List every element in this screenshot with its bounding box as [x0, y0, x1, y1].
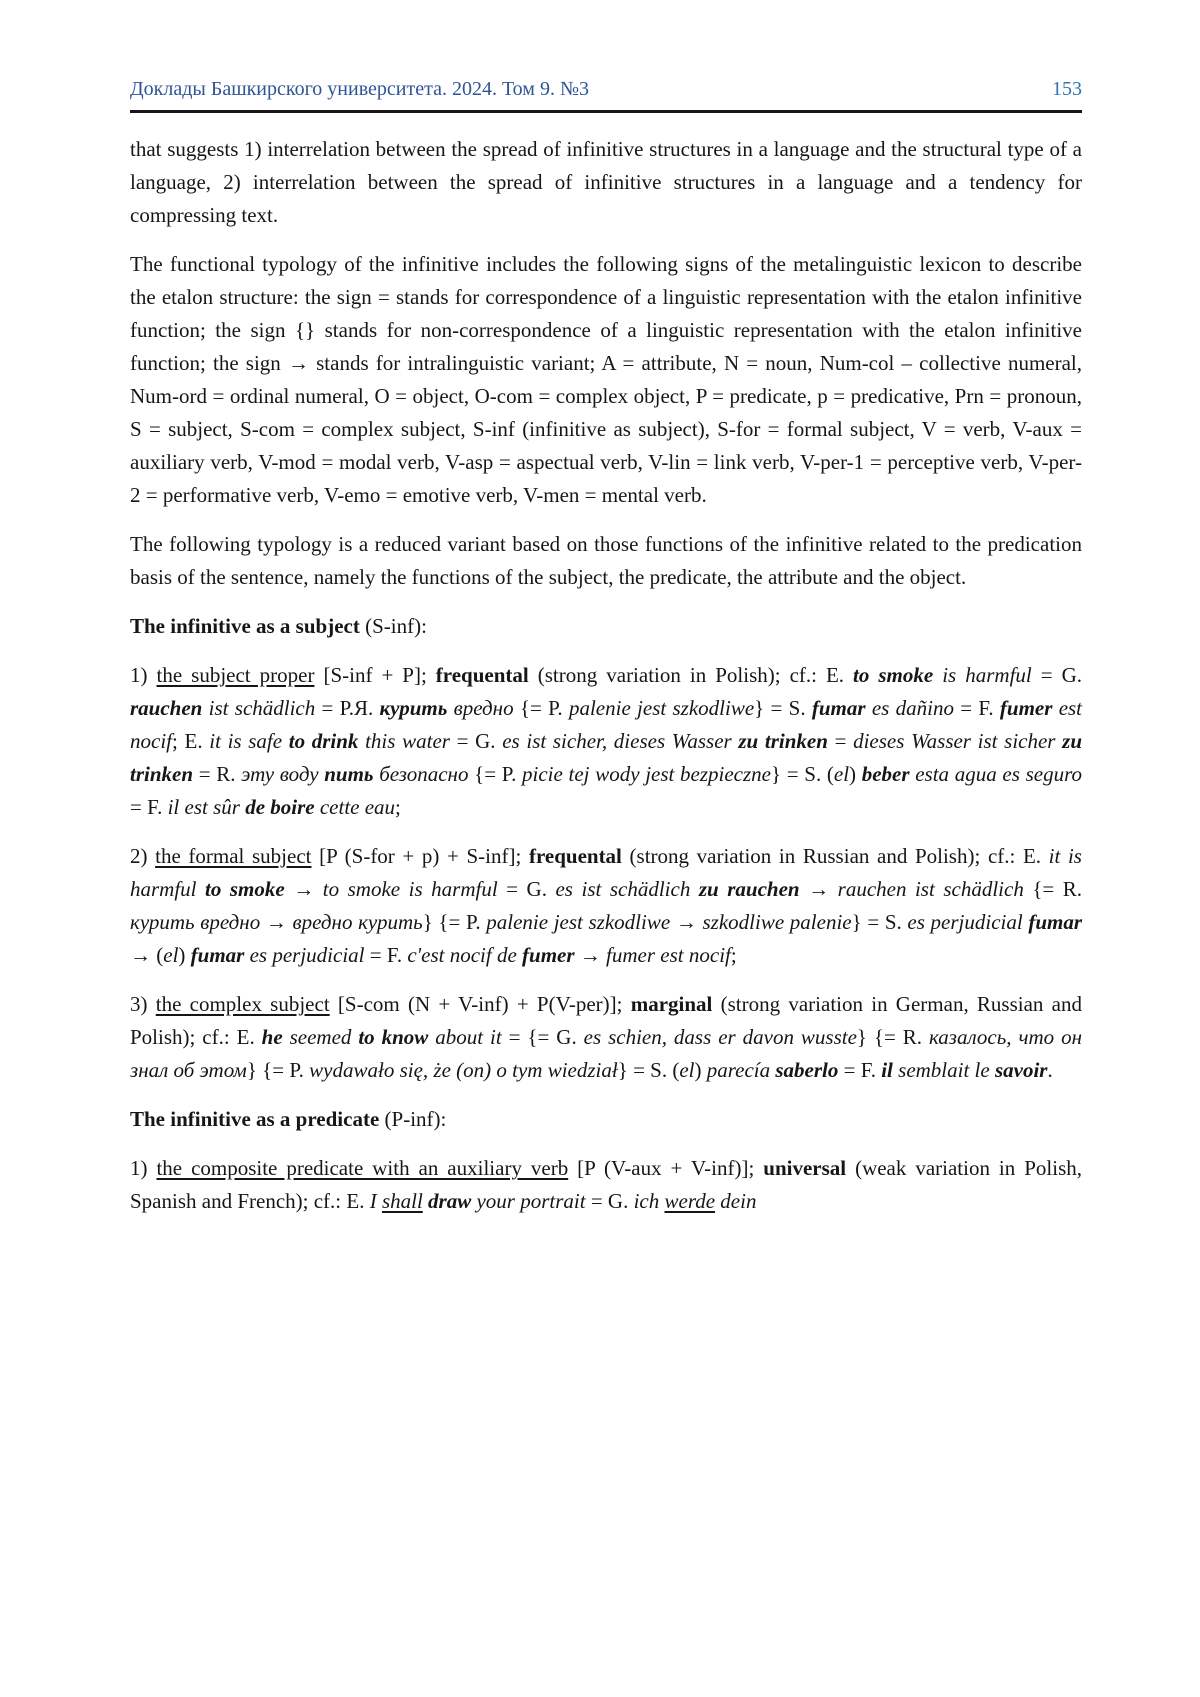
- section-heading-infinitive-as-predicate: The infinitive as a predicate (P-inf):: [130, 1107, 447, 1131]
- page-number: 153: [1052, 78, 1082, 100]
- paragraph-intro: that suggests 1) interrelation between the spread of infinitive structures in a language and the structural type of a language, 2) interrelation between the spread of infinitive structures in a language and a tendency for compressing text.: [130, 137, 1082, 227]
- paragraph-metalinguistic-lexicon: The functional typology of the infinitive includes the following signs of the metalinguistic lexicon to describe the etalon structure: the sign = stands for correspondence of a linguistic representation with the etalon infinitive function; the sign {} stands for non-correspondence of a linguistic representation with the etalon infinitive function; the sign → stands for intralinguistic variant; A = attribute, N = noun, Num-col – collective numeral, Num-ord = ordinal numeral, O = object, O-com = complex object, P = predicate, p = predicative, Prn = pronoun, S = subject, S-com = complex subject, S-inf (infinitive as subject), S-for = formal subject, V = verb, V-aux = auxiliary verb, V-mod = modal verb, V-asp = aspectual verb, V-lin = link verb, V-per-1 = perceptive verb, V-per-2 = performative verb, V-emo = emotive verb, V-men = mental verb.: [130, 252, 1082, 507]
- page-content: [130, 78, 1082, 1234]
- page-header: [130, 78, 1082, 113]
- paragraph-reduced-typology: The following typology is a reduced variant based on those functions of the infinitive related to the predication basis of the sentence, namely the functions of the subject, the predicate, the attribute and the object.: [130, 532, 1082, 589]
- list-item-subject-proper: 1) the subject proper [S-inf + P]; frequental (strong variation in Polish); cf.: E. to smoke is harmful = G. rauchen ist schädlich = Р.Я. курить вредно {= P. palenie jest szkodliwe} = S. fumar es dañino = F. fumer est nocif; E. it is safe to drink this water = G. es ist sicher, dieses Wasser zu trinken = dieses Wasser ist sicher zu trinken = R. эту воду пить безопасно {= P. picie tej wody jest bezpieczne} = S. (el) beber esta agua es seguro = F. il est sûr de boire cette eau;: [130, 663, 1083, 819]
- section-heading-infinitive-as-subject: The infinitive as a subject (S-inf):: [130, 614, 427, 638]
- article-body: [130, 133, 1082, 1218]
- list-item-complex-subject: 3) the complex subject [S-com (N + V-inf) + P(V-per)]; marginal (strong variation in German, Russian and Polish); cf.: E. he seemed to know about it = {= G. es schien, dass er davon wusste} {= R. казалось, что он знал об этом} {= P. wydawało się, że (on) o tym wiedział} = S. (el) parecía saberlo = F. il semblait le savoir.: [130, 992, 1082, 1082]
- list-item-composite-predicate: 1) the composite predicate with an auxiliary verb [P (V-aux + V-inf)]; universal (weak variation in Polish, Spanish and French); cf.: E. I shall draw your portrait = G. ich werde dein: [130, 1156, 1082, 1213]
- list-item-formal-subject: 2) the formal subject [P (S-for + p) + S-inf]; frequental (strong variation in Russian and Polish); cf.: E. it is harmful to smoke → to smoke is harmful = G. es ist schädlich zu rauchen → rauchen ist schädlich {= R. курить вредно → вредно курить} {= P. palenie jest szkodliwe → szkodliwe palenie} = S. es perjudicial fumar → (el) fumar es perjudicial = F. c'est nocif de fumer → fumer est nocif;: [130, 844, 1083, 967]
- journal-title: Доклады Башкирского университета. 2024. Том 9. №3: [130, 78, 590, 100]
